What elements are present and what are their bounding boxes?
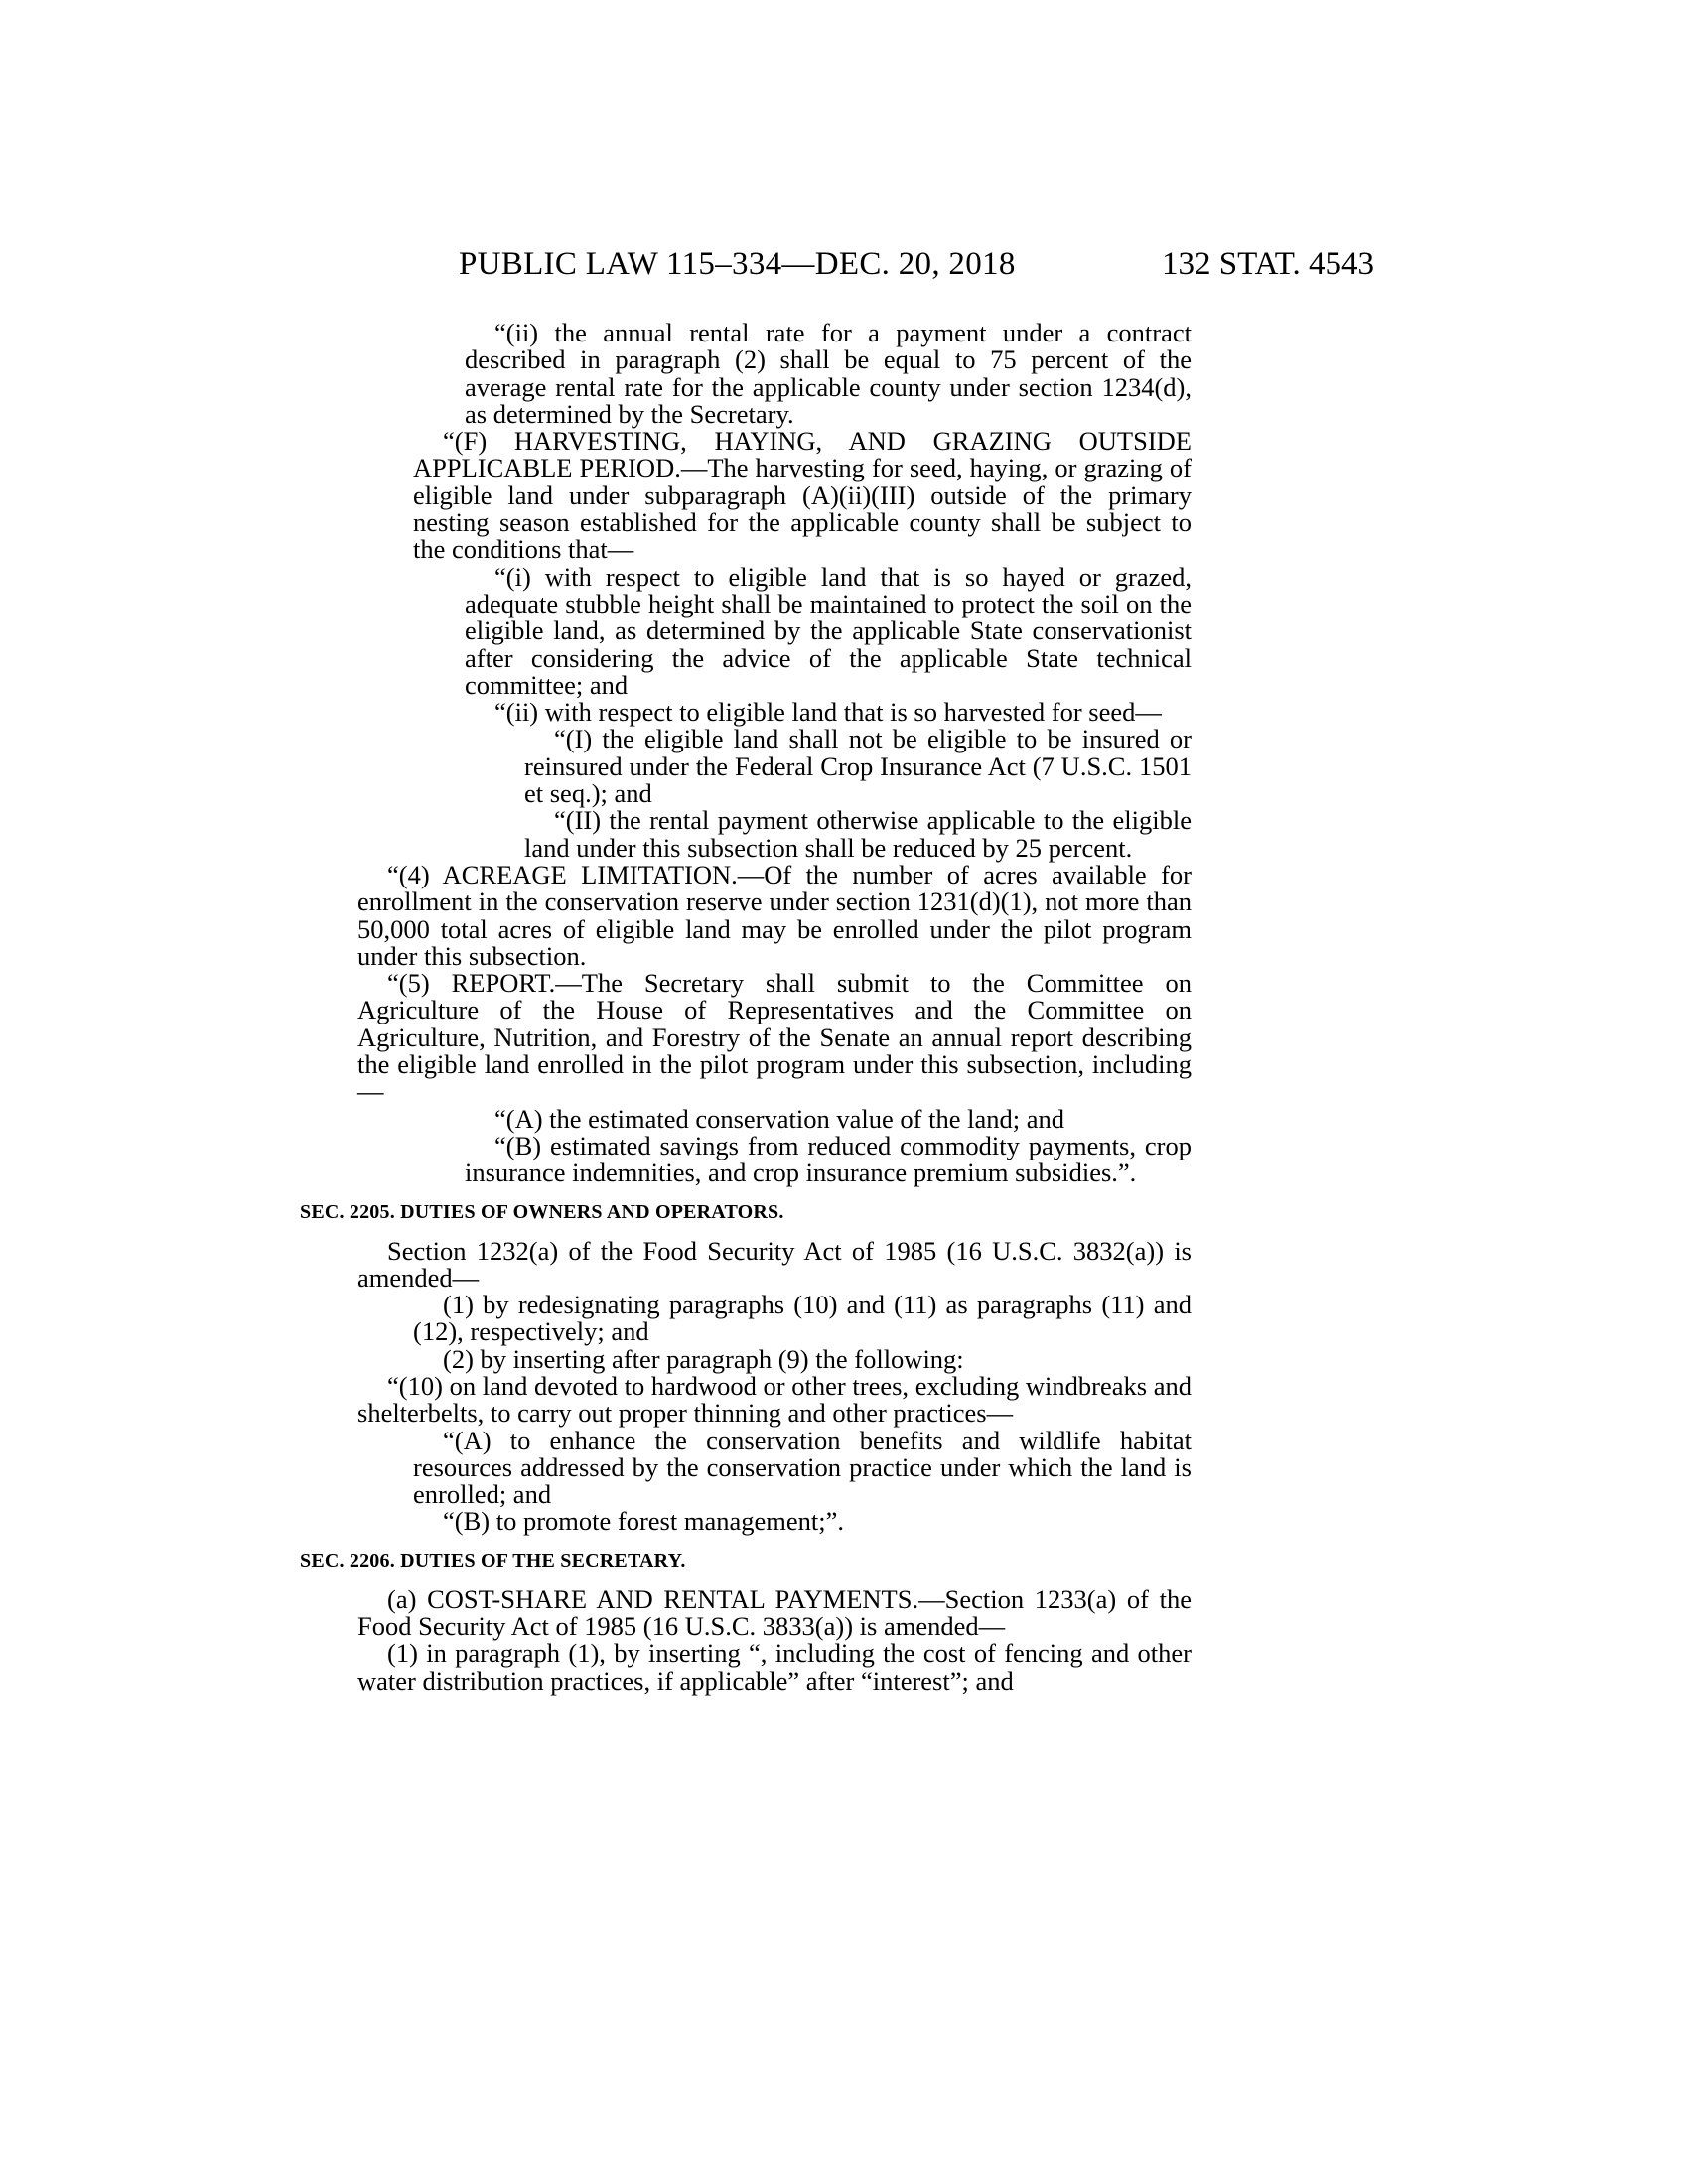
clause-ii-harvested-seed: “(ii) with respect to eligible land that is so harvested for seed— xyxy=(494,697,1162,728)
section-2205-intro: Section 1232(a) of the Food Security Act of 1985 (16 U.S.C. 3832(a)) is amended— xyxy=(357,1235,1192,1293)
paragraph-10-hardwood: “(10) on land devoted to hardwood or other trees, excluding windbreaks and shelterbelts, to carry out proper thinning and other practices— xyxy=(357,1370,1192,1429)
clause-i-hayed-grazed: “(i) with respect to eligible land that is so hayed or grazed, adequate stubble height shall be maintained to protect the soil on the eligible land, as determined by the applicable State conservationist after considering the advice of the applicable State technical committee; and xyxy=(465,561,1192,700)
clause-ii-rental-rate: “(ii) the annual rental rate for a payment under a contract described in paragraph (2) shall be equal to 75 percent of the average rental rate for the applicable county under section 1234(d), as determined by the Secretary. xyxy=(465,318,1192,429)
subclause-ii-rental-payment: “(II) the rental payment otherwise applicable to the eligible land under this subsection shall be reduced by 25 percent. xyxy=(524,805,1192,863)
section-2206-a-cost-share: (a) COST-SHARE AND RENTAL PAYMENTS.—Section 1233(a) of the Food Security Act of 1985 (16 U.S.C. 3833(a)) is amended— xyxy=(357,1583,1192,1642)
paragraph-4-acreage-limitation: “(4) ACREAGE LIMITATION.—Of the number of acres available for enrollment in the conservation reserve under section 1231(d)(1), not more than 50,000 total acres of eligible land may be enrolled under the pilot program under this subsection. xyxy=(357,859,1192,971)
paragraph-10-b: “(B) to promote forest management;”. xyxy=(443,1506,844,1537)
statute-page-number: 132 STAT. 4543 xyxy=(1161,246,1374,282)
subparagraph-b-savings: “(B) estimated savings from reduced commodity payments, crop insurance indemnities, and crop insurance premium subsidies.”. xyxy=(465,1130,1192,1188)
page-header xyxy=(357,246,1374,286)
subparagraph-a-conservation-value: “(A) the estimated conservation value of the land; and xyxy=(494,1103,1064,1134)
subclause-i-insurance: “(I) the eligible land shall not be eligible to be insured or reinsured under the Federal Crop Insurance Act (7 U.S.C. 1501 et seq.); and xyxy=(524,724,1192,809)
section-2205-heading: SEC. 2205. DUTIES OF OWNERS AND OPERATORS. xyxy=(300,1200,784,1223)
section-2205-item-2: (2) by inserting after paragraph (9) the following: xyxy=(443,1343,964,1374)
section-2205-item-1: (1) by redesignating paragraphs (10) and (11) as paragraphs (11) and (12), respectively; and xyxy=(413,1290,1192,1347)
document-body xyxy=(300,318,1192,1696)
section-2206-heading: SEC. 2206. DUTIES OF THE SECRETARY. xyxy=(300,1549,686,1571)
paragraph-10-a: “(A) to enhance the conservation benefits and wildlife habitat resources addressed by the conservation practice under which the land is enrolled; and xyxy=(413,1425,1192,1510)
subparagraph-f-harvesting: “(F) HARVESTING, HAYING, AND GRAZING OUTSIDE APPLICABLE PERIOD.—The harvesting for seed, haying, or grazing of eligible land under subparagraph (A)(ii)(III) outside of the primary nesting season established for the applicable county shall be subject to the conditions that— xyxy=(413,426,1192,565)
section-2206-item-1: (1) in paragraph (1), by inserting “, including the cost of fencing and other water distribution practices, if applicable” after “interest”; and xyxy=(357,1638,1192,1696)
public-law-citation: PUBLIC LAW 115–334—DEC. 20, 2018 xyxy=(459,246,1016,282)
paragraph-5-report: “(5) REPORT.—The Secretary shall submit to the Committee on Agriculture of the House of Representatives and the Committee on Agriculture, Nutrition, and Forestry of the Senate an annual report describing the eligible land enrolled in the pilot program under this subsection, including— xyxy=(357,968,1192,1107)
